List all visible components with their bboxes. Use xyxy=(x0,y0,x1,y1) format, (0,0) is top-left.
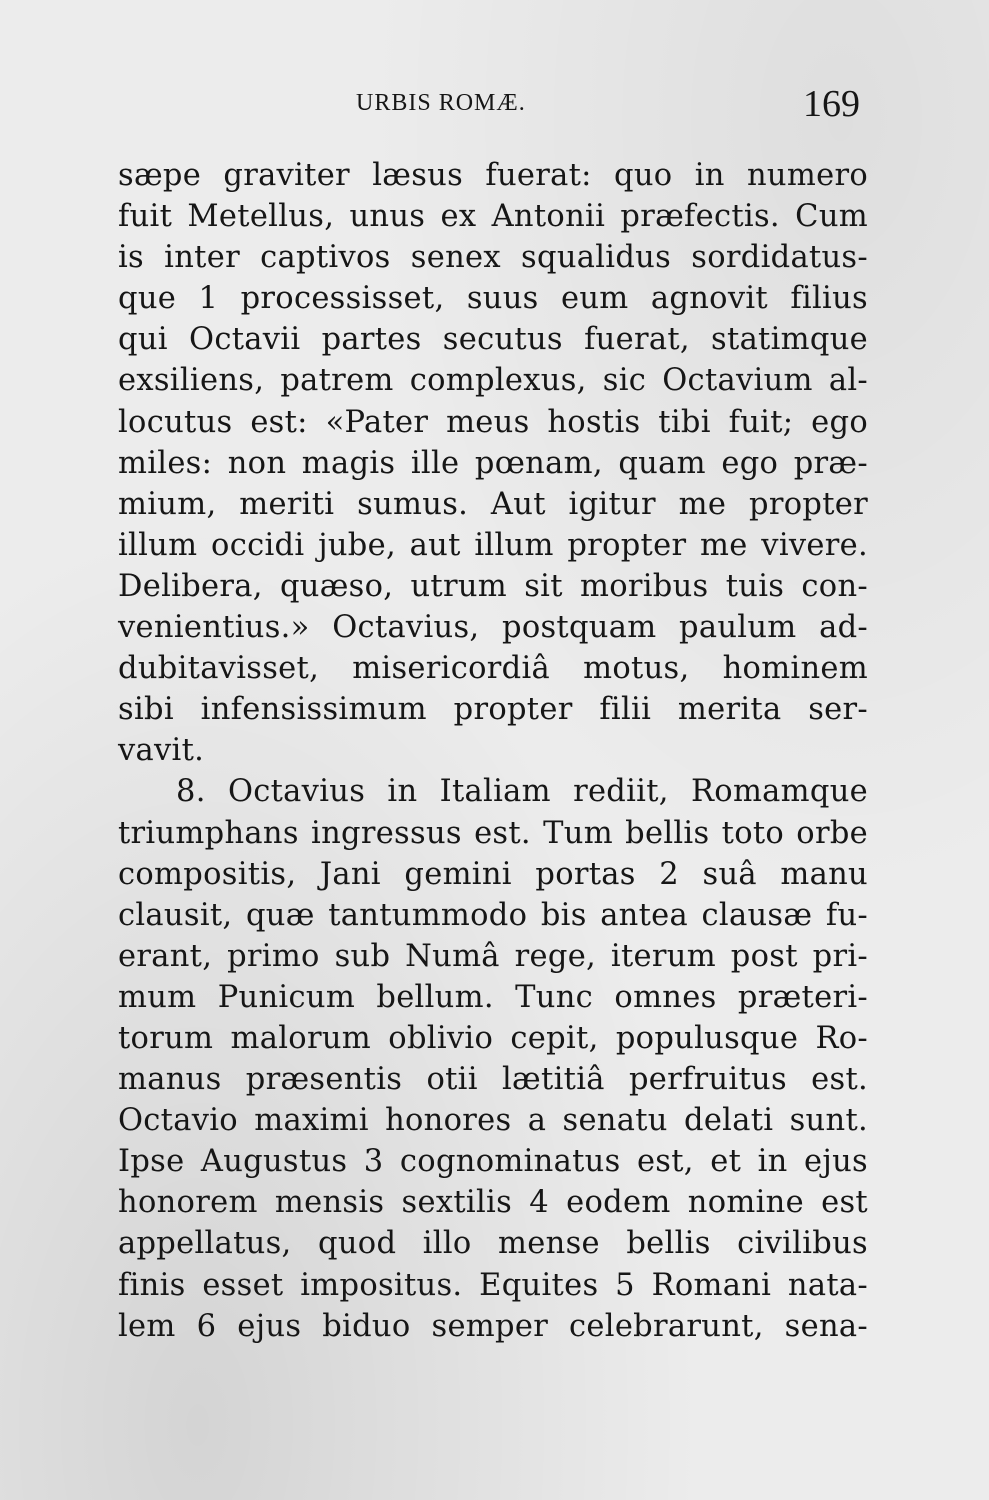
text-line: compositis, Jani gemini portas 2 suâ manu xyxy=(118,856,868,892)
text-line: mum Punicum bellum. Tunc omnes præteri- xyxy=(118,979,868,1015)
text-line: qui Octavii partes secutus fuerat, statimque xyxy=(118,322,868,358)
text-line: torum malorum oblivio cepit, populusque Ro- xyxy=(118,1020,868,1056)
text-line: appellatus, quod illo mense bellis civilibus xyxy=(118,1226,868,1262)
text-line: manus præsentis otii lætitiâ perfruitus est. xyxy=(118,1062,868,1098)
page-number: 169 xyxy=(803,83,860,125)
text-line: Octavio maximi honores a senatu delati sunt. xyxy=(118,1103,868,1139)
text-line: sibi infensissimum propter filii merita ser- xyxy=(118,692,868,728)
paragraph-start-line: 8. Octavius in Italiam rediit, Romamque xyxy=(176,774,868,810)
text-line: clausit, quæ tantummodo bis antea clausæ fu- xyxy=(118,897,868,933)
text-line: vavit. xyxy=(118,733,205,769)
text-line: Ipse Augustus 3 cognominatus est, et in ejus xyxy=(118,1144,868,1180)
text-line: finis esset impositus. Equites 5 Romani nata- xyxy=(118,1267,868,1303)
text-line: lem 6 ejus biduo semper celebrarunt, sena- xyxy=(118,1308,868,1344)
page-header xyxy=(120,82,860,132)
body-text xyxy=(118,155,868,1347)
text-line: triumphans ingressus est. Tum bellis toto orbe xyxy=(118,815,868,851)
text-line: honorem mensis sextilis 4 eodem nomine est xyxy=(118,1185,868,1221)
text-line: exsiliens, patrem complexus, sic Octavium al- xyxy=(118,363,868,399)
text-line: mium, meriti sumus. Aut igitur me propter xyxy=(118,486,868,522)
text-line: miles: non magis ille pœnam, quam ego præ- xyxy=(118,445,868,481)
running-title: URBIS ROMÆ. xyxy=(356,90,526,116)
text-line: is inter captivos senex squalidus sordidatus- xyxy=(118,240,868,276)
text-line: locutus est: «Pater meus hostis tibi fuit; ego xyxy=(118,404,868,440)
text-line: fuit Metellus, unus ex Antonii præfectis. Cum xyxy=(118,199,868,235)
text-line: illum occidi jube, aut illum propter me vivere. xyxy=(118,527,868,563)
text-line: que 1 processisset, suus eum agnovit filius xyxy=(118,281,868,317)
text-line: Delibera, quæso, utrum sit moribus tuis con- xyxy=(118,568,868,604)
text-line: sæpe graviter læsus fuerat: quo in numero xyxy=(118,158,868,193)
text-line: erant, primo sub Numâ rege, iterum post pri- xyxy=(118,938,868,974)
text-line: venientius.» Octavius, postquam paulum ad- xyxy=(118,610,868,646)
text-line: dubitavisset, misericordiâ motus, hominem xyxy=(118,651,868,687)
